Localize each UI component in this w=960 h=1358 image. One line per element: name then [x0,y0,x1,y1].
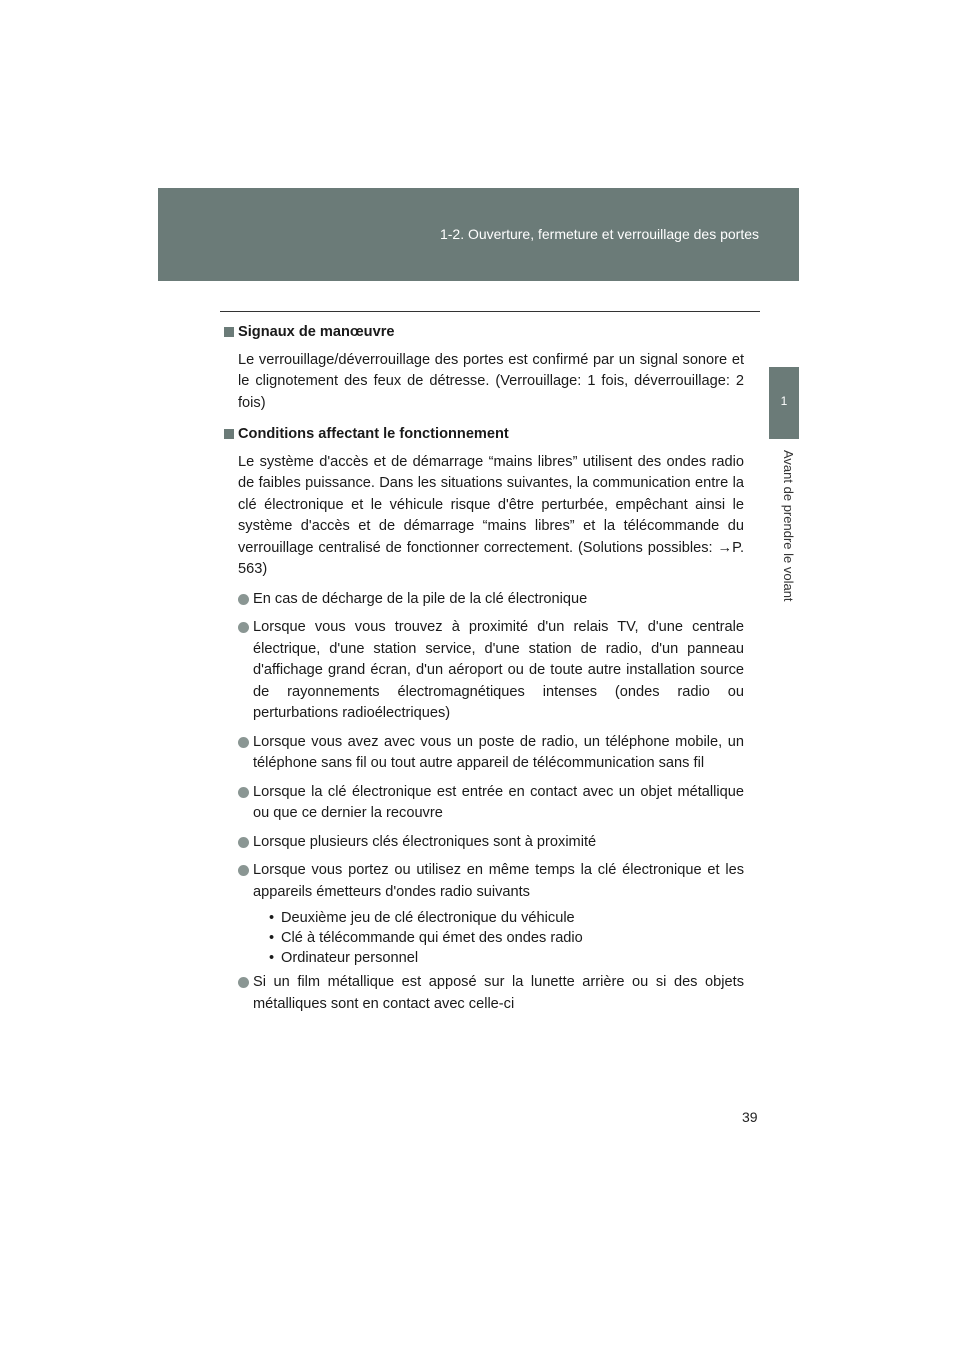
circle-bullet-icon [238,737,249,748]
list-item: Lorsque vous vous trouvez à proximité d'un relais TV, d'une centrale électrique, d'une station service, d'une station de radio, d'un panneau d'affichage grand écran, d'un aéroport ou de toute autre installation source de rayonnements électromagnétiques intenses (ondes radio ou perturbations radioélectriques) [238,617,744,725]
circle-bullet-icon [238,787,249,798]
list-item: Lorsque vous avez avec vous un poste de radio, un téléphone mobile, un téléphone sans fil ou tout autre appareil de télécommunication sans fil [238,732,744,775]
header-band [158,188,799,281]
sub-list-item: • Clé à télécommande qui émet des ondes radio [269,930,583,946]
heading-text: Conditions affectant le fonctionnement [238,426,509,442]
circle-bullet-icon [238,594,249,605]
chapter-label: Avant de prendre le volant [781,450,796,602]
list-item: Si un film métallique est apposé sur la lunette arrière ou si des objets métalliques sont en contact avec celle-ci [238,972,744,1015]
list-item: Lorsque la clé électronique est entrée en contact avec un objet métallique ou que ce dernier la recouvre [238,782,744,825]
list-item: Lorsque plusieurs clés électroniques sont à proximité [238,832,744,854]
section-title: 1-2. Ouverture, fermeture et verrouillage des portes [439,226,759,242]
page-number: 39 [742,1109,758,1125]
sub-list-item: • Ordinateur personnel [269,950,419,966]
heading-text: Signaux de manœuvre [238,324,395,340]
circle-bullet-icon [238,622,249,633]
chapter-tab [769,367,799,439]
bullet-list [224,589,744,1016]
dot-bullet-icon: • [269,930,275,946]
section-heading [224,322,744,344]
sub-list-item: • Deuxième jeu de clé électronique du véhicule [269,910,575,926]
paragraph: Le système d'accès et de démarrage “mains libres” utilisent des ondes radio de faibles puissance. Dans les situations suivantes, la communication entre la clé électronique et le véhicule risque d'être perturbée, empêchant ainsi le système d'accès et de démarrage “mains libres” et la télécommande du verrouillage centralisé de fonctionner correctement. (Solutions possibles: →P. 563) [238,453,744,577]
sub-list [238,908,744,968]
square-bullet-icon [224,429,234,439]
divider [220,311,760,312]
square-bullet-icon [224,327,234,337]
dot-bullet-icon: • [269,950,275,966]
circle-bullet-icon [238,837,249,848]
dot-bullet-icon: • [269,910,275,926]
list-item: Lorsque vous portez ou utilisez en même temps la clé électronique et les appareils émetteurs d'ondes radio suivants [238,860,744,903]
circle-bullet-icon [238,865,249,876]
list-item: En cas de décharge de la pile de la clé électronique [238,589,744,611]
paragraph: Le verrouillage/déverrouillage des portes est confirmé par un signal sonore et le clignotement des feux de détresse. (Verrouillage: 1 fois, déverrouillage: 2 fois) [238,351,744,411]
circle-bullet-icon [238,977,249,988]
chapter-number: 1 [780,394,788,408]
section-heading [224,424,744,446]
page-content [224,322,744,1022]
